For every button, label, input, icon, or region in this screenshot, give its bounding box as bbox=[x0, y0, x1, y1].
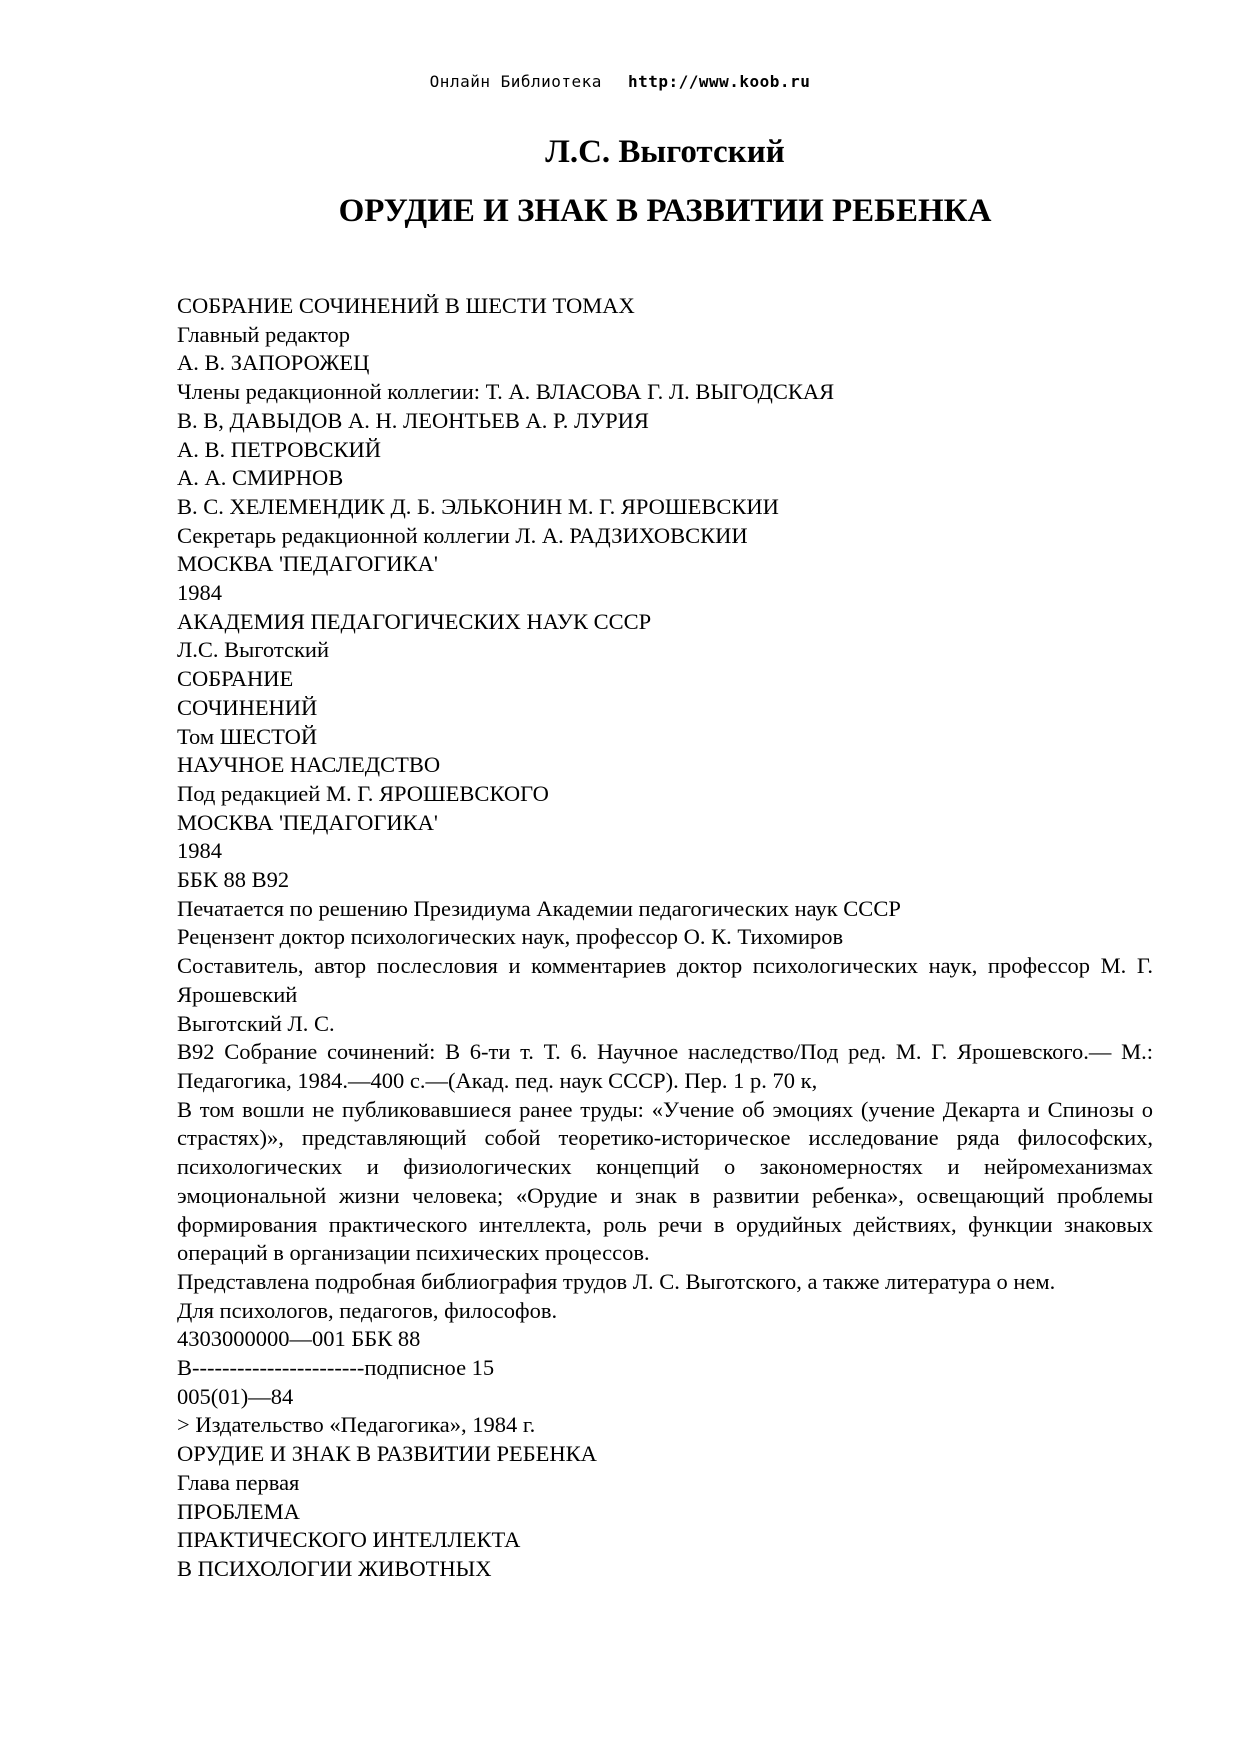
text-line: Печатается по решению Президиума Академии педагогических наук СССР bbox=[177, 895, 901, 921]
text-paragraph: Представлена подробная библиография трудов Л. С. Выготского, а также литература о нем. bbox=[177, 1268, 1056, 1294]
text-line: Секретарь редакционной коллегии Л. А. РАДЗИХОВСКИИ bbox=[177, 522, 748, 548]
text-paragraph: В том вошли не публиковавшиеся ранее труды: «Учение об эмоциях (учение Декарта и Спинозы о страстях)», представляющий собой теоретико-историческое исследование ряда философских, психологических и физиологических концепций о закономерностях и нейромеханизмах эмоциональной жизни человека; «Орудие и знак в развитии ребенка», освещающий проблемы формирования практического интеллекта, роль речи в орудийных действиях, функции знаковых операций в организации психических процессов. bbox=[177, 1096, 1153, 1266]
text-line: Главный редактор bbox=[177, 321, 351, 347]
text-paragraph: Составитель, автор послесловия и комментариев доктор психологических наук, профессор М. Г. Ярошевский bbox=[177, 953, 1153, 1007]
text-line: СОБРАНИЕ СОЧИНЕНИЙ В ШЕСТИ ТОМАХ bbox=[177, 293, 635, 318]
library-url[interactable]: http://www.koob.ru bbox=[627, 72, 811, 91]
document-title: ОРУДИЕ И ЗНАК В РАЗВИТИИ РЕБЕНКА bbox=[338, 193, 992, 229]
text-line: А. В. ПЕТРОВСКИЙ bbox=[177, 436, 382, 462]
text-line: А. А. СМИРНОВ bbox=[177, 465, 344, 491]
text-line: Под редакцией М. Г. ЯРОШЕВСКОГО bbox=[177, 780, 549, 806]
text-line: > Издательство «Педагогика», 1984 г. bbox=[177, 1412, 536, 1438]
text-line: Глава первая bbox=[177, 1469, 300, 1495]
text-line: СОЧИНЕНИЙ bbox=[177, 694, 318, 720]
text-line: НАУЧНОЕ НАСЛЕДСТВО bbox=[177, 752, 441, 778]
text-line: А. В. ЗАПОРОЖЕЦ bbox=[177, 350, 370, 376]
text-line: ОРУДИЕ И ЗНАК В РАЗВИТИИ РЕБЕНКА bbox=[177, 1441, 597, 1467]
text-line: МОСКВА 'ПЕДАГОГИКА' bbox=[177, 809, 438, 835]
text-line: Для психологов, педагогов, философов. bbox=[177, 1297, 558, 1323]
text-line: СОБРАНИЕ bbox=[177, 666, 294, 692]
text-line: Выготский Л. С. bbox=[177, 1010, 335, 1036]
author-name: Л.С. Выготский bbox=[545, 134, 785, 170]
text-line: ПРАКТИЧЕСКОГО ИНТЕЛЛЕКТА bbox=[177, 1527, 521, 1553]
text-line: МОСКВА 'ПЕДАГОГИКА' bbox=[177, 551, 438, 577]
text-line: Том ШЕСТОЙ bbox=[177, 723, 318, 749]
text-line: В ПСИХОЛОГИИ ЖИВОТНЫХ bbox=[177, 1555, 492, 1581]
text-line: 4303000000—001 ББК 88 bbox=[177, 1326, 421, 1352]
text-line: ББК 88 В92 bbox=[177, 867, 290, 893]
text-line: Члены редакционной коллегии: Т. А. ВЛАСОВА Г. Л. ВЫГОДСКАЯ bbox=[177, 379, 835, 405]
text-line: 1984 bbox=[177, 838, 222, 864]
text-line: Л.С. Выготский bbox=[177, 637, 329, 663]
text-line: АКАДЕМИЯ ПЕДАГОГИЧЕСКИХ НАУК СССР bbox=[177, 608, 652, 634]
text-line: 005(01)—84 bbox=[177, 1383, 294, 1409]
text-line: ПРОБЛЕМА bbox=[177, 1498, 300, 1524]
document-body bbox=[177, 292, 1153, 1584]
text-paragraph: В92 Собрание сочинений: В 6-ти т. Т. 6. Научное наследство/Под ред. М. Г. Ярошевского.— М.: Педагогика, 1984.—400 с.—(Акад. пед. наук СССР). Пер. 1 р. 70 к, bbox=[177, 1039, 1153, 1093]
text-line: В. С. ХЕЛЕМЕНДИК Д. Б. ЭЛЬКОНИН М. Г. ЯРОШЕВСКИИ bbox=[177, 493, 779, 519]
text-line: 1984 bbox=[177, 580, 222, 606]
text-line: В-----------------------подписное 15 bbox=[177, 1355, 495, 1381]
library-name: Онлайн Библиотека bbox=[429, 72, 602, 91]
text-line: В. В, ДАВЫДОВ А. Н. ЛЕОНТЬЕВ А. Р. ЛУРИЯ bbox=[177, 407, 649, 433]
page-header bbox=[0, 72, 1240, 91]
text-line: Рецензент доктор психологических наук, профессор О. К. Тихомиров bbox=[177, 924, 844, 950]
